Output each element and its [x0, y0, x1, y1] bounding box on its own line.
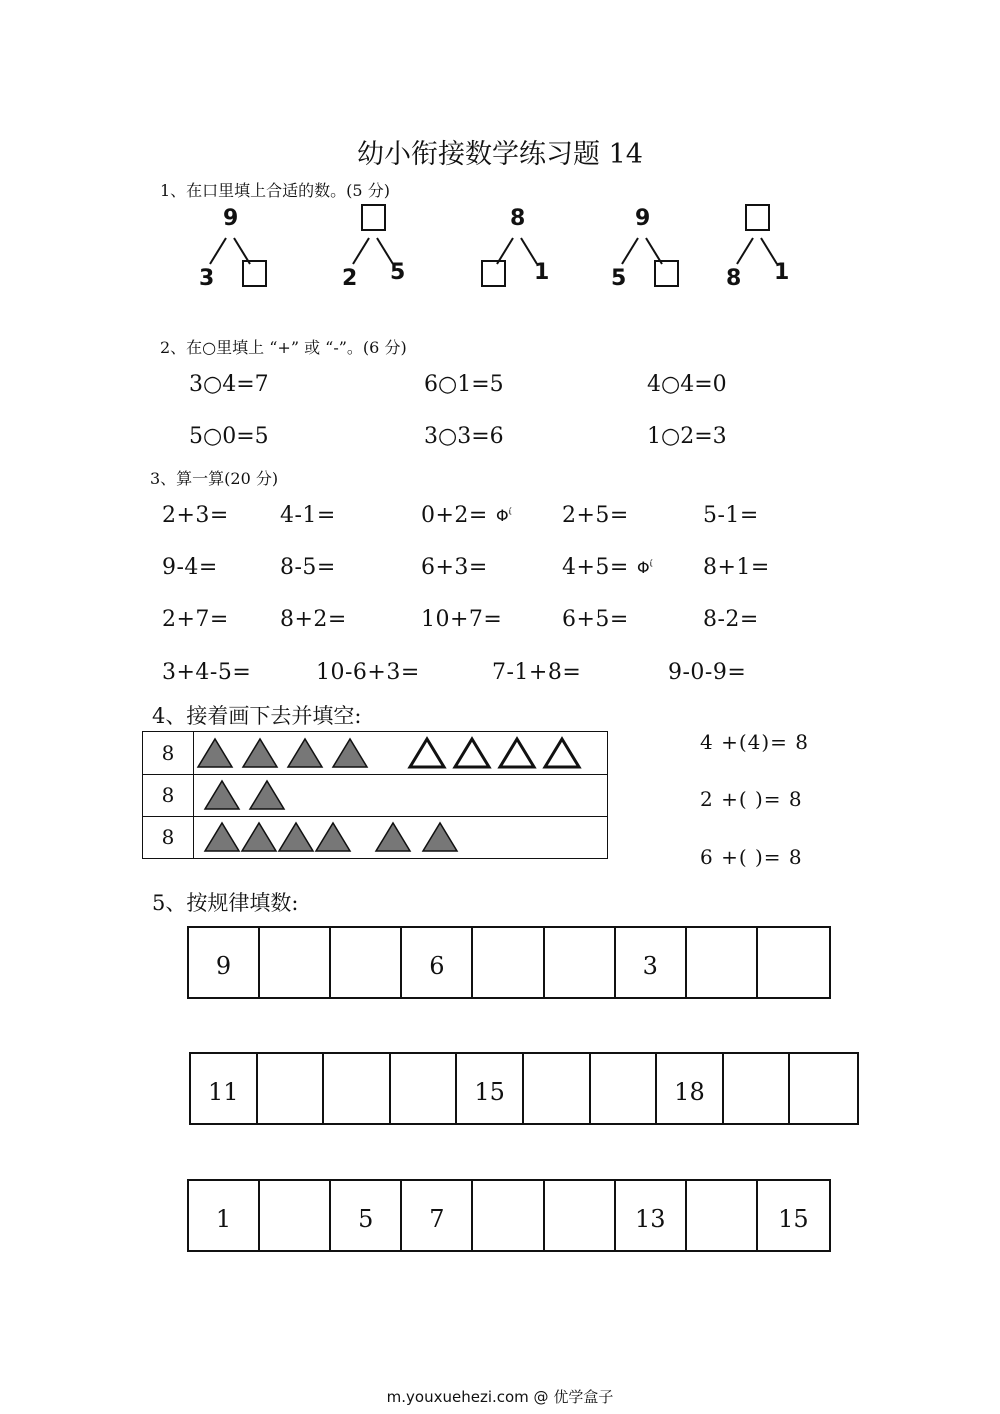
- filled-triangle: [242, 823, 276, 851]
- tree-left-number: 5: [611, 266, 627, 291]
- answer-box: [242, 260, 267, 287]
- q2-item: 3○3=6: [424, 424, 504, 449]
- q3-heading: 3、算一算(20 分): [150, 469, 279, 488]
- blank-cell: [260, 928, 331, 997]
- tree-right-number: 1: [534, 260, 550, 285]
- tree-right-number: 1: [774, 260, 790, 285]
- blank-cell: [591, 1054, 658, 1123]
- triangle-row: [143, 774, 607, 817]
- filled-triangle: [279, 823, 313, 851]
- number-sequence: [187, 926, 831, 999]
- calc-item: 10+7=: [421, 607, 503, 632]
- calc-item: 4+5=: [562, 555, 629, 580]
- row-number: 8: [143, 732, 194, 774]
- blank-cell: [545, 1181, 616, 1250]
- scan-artifact: $\Phi^ί$: [637, 558, 653, 577]
- filled-triangle: [205, 781, 239, 809]
- sequence-cell: 11: [191, 1054, 258, 1123]
- calc-item: 7-1+8=: [492, 660, 582, 685]
- q2-item: 4○4=0: [647, 372, 727, 397]
- q2-heading: 2、在○里填上 “+” 或 “-”。(6 分): [160, 338, 407, 357]
- blank-cell: [724, 1054, 791, 1123]
- answer-box: [654, 260, 679, 287]
- calc-item: 5-1=: [703, 503, 759, 528]
- tree-left-number: 3: [199, 266, 215, 291]
- answer-box: [481, 260, 506, 287]
- calc-item: 6+3=: [421, 555, 488, 580]
- blank-cell: [687, 1181, 758, 1250]
- calc-item: 8+2=: [280, 607, 347, 632]
- filled-triangle: [250, 781, 284, 809]
- tree-top-number: 9: [635, 206, 651, 231]
- filled-triangle: [288, 739, 322, 767]
- sequence-cell: 13: [616, 1181, 687, 1250]
- outlined-triangle: [500, 739, 534, 767]
- filled-triangle: [423, 823, 457, 851]
- sequence-cell: 7: [402, 1181, 473, 1250]
- row-number: 8: [143, 816, 194, 858]
- sequence-cell: 15: [778, 1204, 809, 1233]
- calc-item: 0+2=: [421, 503, 488, 528]
- calc-item: 8-2=: [703, 607, 759, 632]
- tree-top-number: 8: [510, 206, 526, 231]
- branch-line: [737, 238, 753, 264]
- calc-item: 6+5=: [562, 607, 629, 632]
- outlined-triangle: [545, 739, 579, 767]
- sequence-cell: 6: [402, 928, 473, 997]
- q2-item: 6○1=5: [424, 372, 504, 397]
- triangle-row: [143, 816, 607, 858]
- blank-cell: [324, 1054, 391, 1123]
- calc-item: 10-6+3=: [316, 660, 420, 685]
- q4-equation: 6 +( )= 8: [700, 845, 803, 869]
- triangle-table: [142, 731, 608, 859]
- triangle-row: [143, 732, 607, 775]
- scan-artifact: $\Phi^ί$: [496, 506, 512, 525]
- calc-item: 9-4=: [162, 555, 218, 580]
- blank-cell: [260, 1181, 331, 1250]
- blank-cell: [473, 928, 544, 997]
- blank-cell: [524, 1054, 591, 1123]
- q2-item: 3○4=7: [189, 372, 269, 397]
- sequence-cell: 15: [457, 1054, 524, 1123]
- blank-cell: [473, 1181, 544, 1250]
- tree-top-number: 9: [223, 206, 239, 231]
- calc-item: 3+4-5=: [162, 660, 252, 685]
- row-number: 8: [143, 774, 194, 816]
- blank-cell: [758, 928, 829, 997]
- q2-item: 1○2=3: [647, 424, 727, 449]
- triangle-row-drawing: [195, 732, 605, 774]
- q4-equation: 4 +(4)= 8: [700, 730, 810, 754]
- tree-right-number: 5: [390, 260, 406, 285]
- q4-heading: 4、接着画下去并填空:: [152, 704, 362, 728]
- sequence-cell: 1: [189, 1181, 260, 1250]
- outlined-triangle: [455, 739, 489, 767]
- calc-item: 8-5=: [280, 555, 336, 580]
- calc-item: 9-0-9=: [668, 660, 747, 685]
- outlined-triangle: [410, 739, 444, 767]
- triangle-row-drawing: [195, 816, 605, 858]
- branch-line: [622, 238, 638, 264]
- calc-item: 4-1=: [280, 503, 336, 528]
- filled-triangle: [316, 823, 350, 851]
- blank-cell: [790, 1054, 857, 1123]
- q5-heading: 5、按规律填数:: [152, 891, 299, 915]
- branch-line: [353, 238, 369, 264]
- tree-left-number: 8: [726, 266, 742, 291]
- blank-cell: [331, 928, 402, 997]
- q1-heading: 1、在口里填上合适的数。(5 分): [160, 181, 390, 200]
- number-sequence: [187, 1179, 831, 1252]
- sequence-cell: 5: [331, 1181, 402, 1250]
- blank-cell: [391, 1054, 458, 1123]
- sequence-cell: 9: [189, 928, 260, 997]
- q4-equation: 2 +( )= 8: [700, 787, 803, 811]
- answer-box: [745, 204, 770, 231]
- filled-triangle: [198, 739, 232, 767]
- filled-triangle: [376, 823, 410, 851]
- branch-line: [210, 238, 226, 264]
- page-title: 幼小衔接数学练习题 14: [357, 139, 643, 170]
- filled-triangle: [333, 739, 367, 767]
- number-sequence: [189, 1052, 859, 1125]
- filled-triangle: [205, 823, 239, 851]
- footer-watermark: m.youxuehezi.com @ 优学盒子: [386, 1388, 614, 1406]
- filled-triangle: [243, 739, 277, 767]
- q2-item: 5○0=5: [189, 424, 269, 449]
- blank-cell: [258, 1054, 325, 1123]
- triangle-row-drawing: [195, 774, 605, 816]
- blank-cell: [545, 928, 616, 997]
- blank-cell: [687, 928, 758, 997]
- sequence-cell: 18: [657, 1054, 724, 1123]
- calc-item: 8+1=: [703, 555, 770, 580]
- calc-item: 2+3=: [162, 503, 229, 528]
- calc-item: 2+7=: [162, 607, 229, 632]
- tree-left-number: 2: [342, 266, 358, 291]
- calc-item: 2+5=: [562, 503, 629, 528]
- answer-box: [361, 204, 386, 231]
- sequence-cell: 3: [616, 928, 687, 997]
